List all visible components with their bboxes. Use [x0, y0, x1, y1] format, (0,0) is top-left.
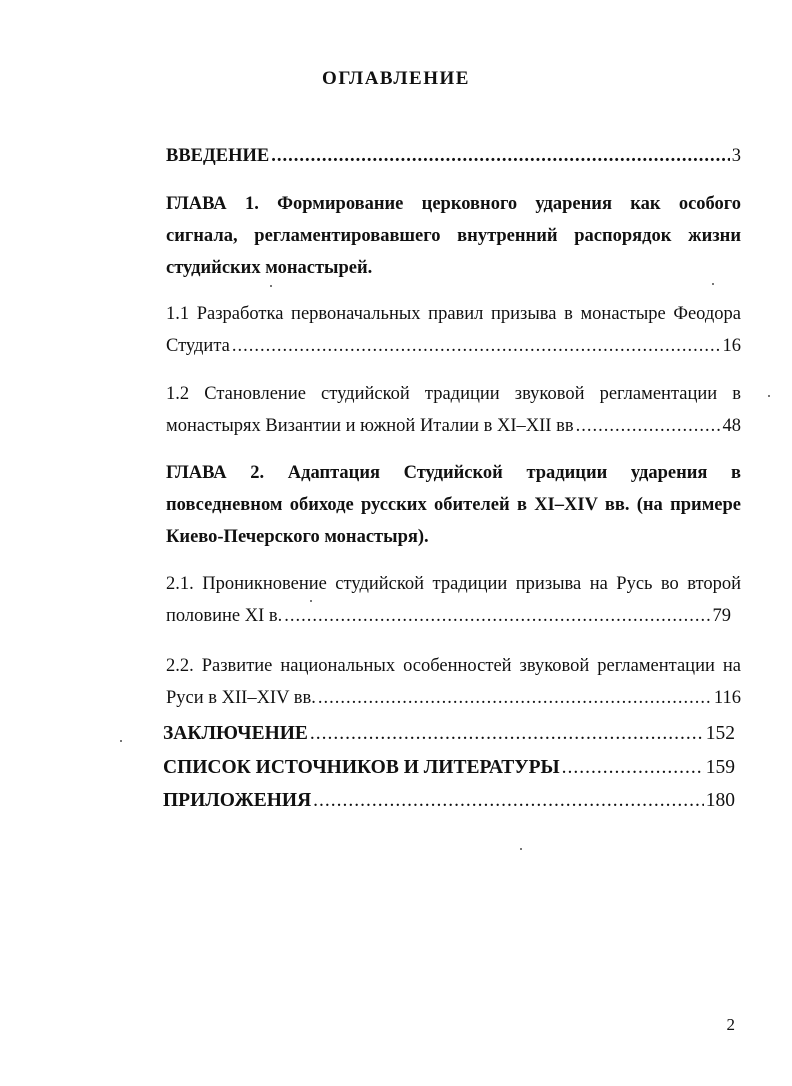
toc-entry-introduction — [166, 140, 741, 172]
toc-entry-chapter-2 — [166, 457, 741, 553]
toc-page: 16 — [722, 336, 741, 356]
toc-page: 48 — [722, 416, 741, 436]
chapter-1-line-3: студийских монастырей. — [166, 258, 373, 278]
page-title: ОГЛАВЛЕНИЕ — [322, 68, 470, 89]
toc-label: СПИСОК ИСТОЧНИКОВ И ЛИТЕРАТУРЫ — [163, 757, 560, 778]
toc-page: 3 — [731, 146, 741, 166]
toc-entry-2-1 — [166, 568, 741, 632]
scan-speck — [310, 600, 312, 602]
scan-speck — [520, 848, 522, 850]
section-2-2-line-1: 2.2. Развитие национальных особенностей звуковой регламентации на — [166, 656, 741, 676]
toc-label: монастырях Византии и южной Италии в XI–XII вв — [166, 416, 574, 436]
scan-speck — [120, 740, 122, 742]
leader-dots — [313, 785, 704, 817]
chapter-2-line-2: повседневном обиходе русских обителей в XI–XIV вв. (на примере — [166, 495, 741, 515]
toc-entry-chapter-1 — [166, 188, 741, 284]
toc-label: Студита — [166, 336, 230, 356]
toc-entry-conclusion — [163, 718, 735, 750]
toc-label: половине XI в. — [166, 606, 283, 626]
toc-entry-bibliography — [163, 752, 735, 784]
section-1-1-line-1: 1.1 Разработка первоначальных правил призыва в монастыре Феодора — [166, 304, 741, 324]
leader-dots — [576, 410, 721, 442]
toc-entry-appendices — [163, 785, 735, 817]
toc-page: 79 — [712, 606, 731, 626]
section-1-2-line-1: 1.2 Становление студийской традиции звуковой регламентации в — [166, 384, 741, 404]
toc-entry-2-2 — [166, 650, 741, 714]
chapter-2-line-1: ГЛАВА 2. Адаптация Студийской традиции ударения в — [166, 463, 741, 483]
leader-dots — [232, 330, 721, 362]
leader-dots — [271, 140, 730, 172]
toc-label: ЗАКЛЮЧЕНИЕ — [163, 723, 308, 744]
toc-page: 180 — [705, 790, 735, 811]
section-2-1-line-1: 2.1. Проникновение студийской традиции призыва на Русь во второй — [166, 574, 741, 594]
toc-label: ВВЕДЕНИЕ — [166, 146, 270, 166]
toc-entry-1-2 — [166, 378, 741, 442]
scan-speck — [270, 285, 272, 287]
scan-speck — [712, 283, 714, 285]
chapter-2-line-3: Киево-Печерского монастыря). — [166, 527, 429, 547]
scan-speck — [768, 395, 770, 397]
leader-dots — [310, 718, 704, 750]
leader-dots — [562, 752, 704, 784]
toc-page: 116 — [713, 688, 741, 708]
toc-label: ПРИЛОЖЕНИЯ — [163, 790, 312, 811]
toc-entry-1-1 — [166, 298, 741, 362]
leader-dots — [284, 600, 710, 632]
toc-page: 159 — [705, 757, 735, 778]
toc-label: Руси в XII–XIV вв. — [166, 688, 316, 708]
leader-dots — [318, 682, 712, 714]
toc-page: 152 — [705, 723, 735, 744]
chapter-1-line-1: ГЛАВА 1. Формирование церковного ударения как особого — [166, 194, 741, 214]
chapter-1-line-2: сигнала, регламентировавшего внутренний распорядок жизни — [166, 226, 741, 246]
page-number: 2 — [726, 1015, 735, 1034]
